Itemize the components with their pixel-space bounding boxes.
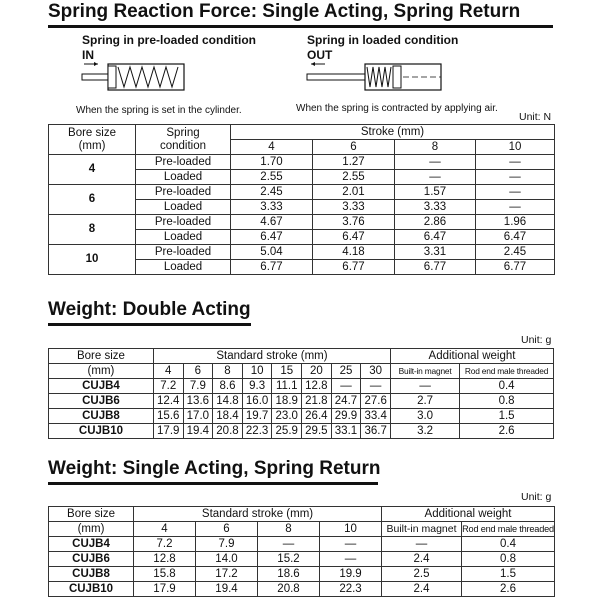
- spring-condition-header: Spring condition: [136, 125, 231, 155]
- value-cell: —: [258, 537, 320, 552]
- value-cell: 2.01: [313, 185, 395, 200]
- value-cell: 6.47: [313, 230, 395, 245]
- value-cell: 22.3: [320, 582, 382, 597]
- value-cell: 33.4: [361, 409, 391, 424]
- value-cell: 12.8: [134, 552, 196, 567]
- condition-cell: Pre-loaded: [136, 185, 231, 200]
- value-cell: 1.70: [231, 155, 313, 170]
- spring-title-rule: [48, 25, 553, 28]
- value-cell: 12.4: [153, 394, 183, 409]
- value-cell: 3.33: [395, 200, 476, 215]
- loaded-direction: OUT: [307, 48, 333, 62]
- single-unit: Unit: g: [521, 491, 552, 503]
- value-cell: 13.6: [183, 394, 213, 409]
- bore-cell: 10: [49, 245, 136, 275]
- condition-cell: Loaded: [136, 230, 231, 245]
- value-cell: 6.77: [476, 260, 555, 275]
- value-cell: 21.8: [302, 394, 332, 409]
- value-cell: 18.4: [213, 409, 243, 424]
- value-cell: 5.04: [231, 245, 313, 260]
- spring-unit: Unit: N: [519, 111, 552, 123]
- value-cell: 16.0: [242, 394, 272, 409]
- value-cell: —: [361, 379, 391, 394]
- value-cell: 12.8: [302, 379, 332, 394]
- value-cell: 7.2: [153, 379, 183, 394]
- preloaded-heading: Spring in pre-loaded condition: [82, 33, 256, 47]
- value-cell: 17.9: [134, 582, 196, 597]
- rodend-cell: 1.5: [462, 567, 555, 582]
- value-cell: 27.6: [361, 394, 391, 409]
- loaded-spring-diagram: [305, 58, 445, 98]
- value-cell: 2.55: [313, 170, 395, 185]
- stroke-col: 8: [258, 522, 320, 537]
- value-cell: —: [320, 537, 382, 552]
- value-cell: 2.86: [395, 215, 476, 230]
- value-cell: 19.4: [183, 424, 213, 439]
- standard-stroke-header: Standard stroke (mm): [134, 507, 382, 522]
- magnet-cell: —: [382, 537, 462, 552]
- value-cell: 6.47: [231, 230, 313, 245]
- magnet-cell: 2.5: [382, 567, 462, 582]
- value-cell: 15.6: [153, 409, 183, 424]
- condition-cell: Loaded: [136, 260, 231, 275]
- magnet-cell: 3.2: [391, 424, 460, 439]
- rodend-cell: 0.8: [460, 394, 554, 409]
- value-cell: —: [331, 379, 361, 394]
- model-cell: CUJB8: [49, 409, 154, 424]
- value-cell: —: [476, 155, 555, 170]
- stroke-col: 4: [153, 364, 183, 379]
- value-cell: 19.4: [196, 582, 258, 597]
- value-cell: 6.77: [313, 260, 395, 275]
- stroke-col: 15: [272, 364, 302, 379]
- value-cell: 19.7: [242, 409, 272, 424]
- stroke-col: 10: [242, 364, 272, 379]
- bore-cell: 6: [49, 185, 136, 215]
- standard-stroke-header: Standard stroke (mm): [153, 349, 390, 364]
- rodend-cell: 2.6: [462, 582, 555, 597]
- value-cell: 19.9: [320, 567, 382, 582]
- bore-cell: 4: [49, 155, 136, 185]
- bore-cell: 8: [49, 215, 136, 245]
- value-cell: 17.2: [196, 567, 258, 582]
- value-cell: 2.45: [476, 245, 555, 260]
- stroke-col: 30: [361, 364, 391, 379]
- spring-force-table: [48, 124, 555, 275]
- value-cell: 11.1: [272, 379, 302, 394]
- bore-size-header: Bore size (mm): [49, 125, 136, 155]
- stroke-col: 8: [395, 140, 476, 155]
- value-cell: 22.3: [242, 424, 272, 439]
- value-cell: 9.3: [242, 379, 272, 394]
- value-cell: —: [476, 170, 555, 185]
- value-cell: 17.9: [153, 424, 183, 439]
- preloaded-direction: IN: [82, 48, 94, 62]
- stroke-col: 25: [331, 364, 361, 379]
- built-in-magnet-header: Built-in magnet: [391, 364, 460, 379]
- model-cell: CUJB4: [49, 379, 154, 394]
- double-title-rule: [48, 323, 251, 326]
- stroke-col: 6: [196, 522, 258, 537]
- stroke-col: 6: [313, 140, 395, 155]
- stroke-header: Stroke (mm): [231, 125, 555, 140]
- value-cell: 14.8: [213, 394, 243, 409]
- single-section-title: Weight: Single Acting, Spring Return: [48, 458, 381, 479]
- loaded-caption: When the spring is contracted by applying air.: [296, 103, 498, 114]
- bore-size-header: Bore size: [49, 507, 134, 522]
- value-cell: 15.8: [134, 567, 196, 582]
- value-cell: 20.8: [213, 424, 243, 439]
- bore-size-header: Bore size: [49, 349, 154, 364]
- stroke-col: 6: [183, 364, 213, 379]
- value-cell: 3.76: [313, 215, 395, 230]
- value-cell: 8.6: [213, 379, 243, 394]
- magnet-cell: —: [391, 379, 460, 394]
- value-cell: —: [395, 155, 476, 170]
- value-cell: 7.9: [183, 379, 213, 394]
- value-cell: 20.8: [258, 582, 320, 597]
- value-cell: 6.47: [395, 230, 476, 245]
- double-weight-table: [48, 348, 554, 439]
- value-cell: 29.5: [302, 424, 332, 439]
- value-cell: 1.96: [476, 215, 555, 230]
- value-cell: 23.0: [272, 409, 302, 424]
- value-cell: 3.33: [231, 200, 313, 215]
- value-cell: —: [395, 170, 476, 185]
- double-unit: Unit: g: [521, 334, 552, 346]
- value-cell: 6.77: [231, 260, 313, 275]
- value-cell: —: [476, 185, 555, 200]
- condition-cell: Loaded: [136, 200, 231, 215]
- magnet-cell: 2.4: [382, 582, 462, 597]
- model-cell: CUJB6: [49, 552, 134, 567]
- model-cell: CUJB6: [49, 394, 154, 409]
- model-cell: CUJB4: [49, 537, 134, 552]
- magnet-cell: 2.7: [391, 394, 460, 409]
- stroke-col: 20: [302, 364, 332, 379]
- value-cell: 36.7: [361, 424, 391, 439]
- value-cell: 26.4: [302, 409, 332, 424]
- preloaded-caption: When the spring is set in the cylinder.: [76, 105, 242, 116]
- value-cell: 6.47: [476, 230, 555, 245]
- additional-weight-header: Additional weight: [382, 507, 555, 522]
- value-cell: —: [320, 552, 382, 567]
- stroke-col: 4: [134, 522, 196, 537]
- rodend-cell: 1.5: [460, 409, 554, 424]
- value-cell: 7.2: [134, 537, 196, 552]
- single-weight-table: [48, 506, 555, 597]
- value-cell: —: [476, 200, 555, 215]
- value-cell: 25.9: [272, 424, 302, 439]
- rod-end-header: Rod end male threaded: [460, 364, 554, 379]
- bore-unit-header: (mm): [49, 522, 134, 537]
- stroke-col: 10: [476, 140, 555, 155]
- stroke-col: 8: [213, 364, 243, 379]
- rodend-cell: 0.8: [462, 552, 555, 567]
- value-cell: 3.33: [313, 200, 395, 215]
- value-cell: 3.31: [395, 245, 476, 260]
- rodend-cell: 0.4: [462, 537, 555, 552]
- value-cell: 2.45: [231, 185, 313, 200]
- model-cell: CUJB8: [49, 567, 134, 582]
- value-cell: 33.1: [331, 424, 361, 439]
- built-in-magnet-header: Built-in magnet: [382, 522, 462, 537]
- model-cell: CUJB10: [49, 582, 134, 597]
- magnet-cell: 2.4: [382, 552, 462, 567]
- value-cell: 24.7: [331, 394, 361, 409]
- stroke-col: 4: [231, 140, 313, 155]
- value-cell: 6.77: [395, 260, 476, 275]
- value-cell: 17.0: [183, 409, 213, 424]
- value-cell: 1.27: [313, 155, 395, 170]
- rodend-cell: 0.4: [460, 379, 554, 394]
- stroke-col: 10: [320, 522, 382, 537]
- value-cell: 4.67: [231, 215, 313, 230]
- value-cell: 18.6: [258, 567, 320, 582]
- value-cell: 7.9: [196, 537, 258, 552]
- value-cell: 15.2: [258, 552, 320, 567]
- value-cell: 29.9: [331, 409, 361, 424]
- bore-unit-header: (mm): [49, 364, 154, 379]
- single-title-rule: [48, 482, 378, 485]
- condition-cell: Loaded: [136, 170, 231, 185]
- condition-cell: Pre-loaded: [136, 155, 231, 170]
- value-cell: 14.0: [196, 552, 258, 567]
- condition-cell: Pre-loaded: [136, 245, 231, 260]
- loaded-heading: Spring in loaded condition: [307, 33, 459, 47]
- rod-end-header: Rod end male threaded: [462, 522, 555, 537]
- condition-cell: Pre-loaded: [136, 215, 231, 230]
- magnet-cell: 3.0: [391, 409, 460, 424]
- value-cell: 4.18: [313, 245, 395, 260]
- value-cell: 2.55: [231, 170, 313, 185]
- value-cell: 1.57: [395, 185, 476, 200]
- preloaded-spring-diagram: [80, 58, 190, 98]
- spring-section-title: Spring Reaction Force: Single Acting, Spring Return: [48, 1, 521, 22]
- additional-weight-header: Additional weight: [391, 349, 554, 364]
- value-cell: 18.9: [272, 394, 302, 409]
- rodend-cell: 2.6: [460, 424, 554, 439]
- model-cell: CUJB10: [49, 424, 154, 439]
- double-section-title: Weight: Double Acting: [48, 299, 251, 320]
